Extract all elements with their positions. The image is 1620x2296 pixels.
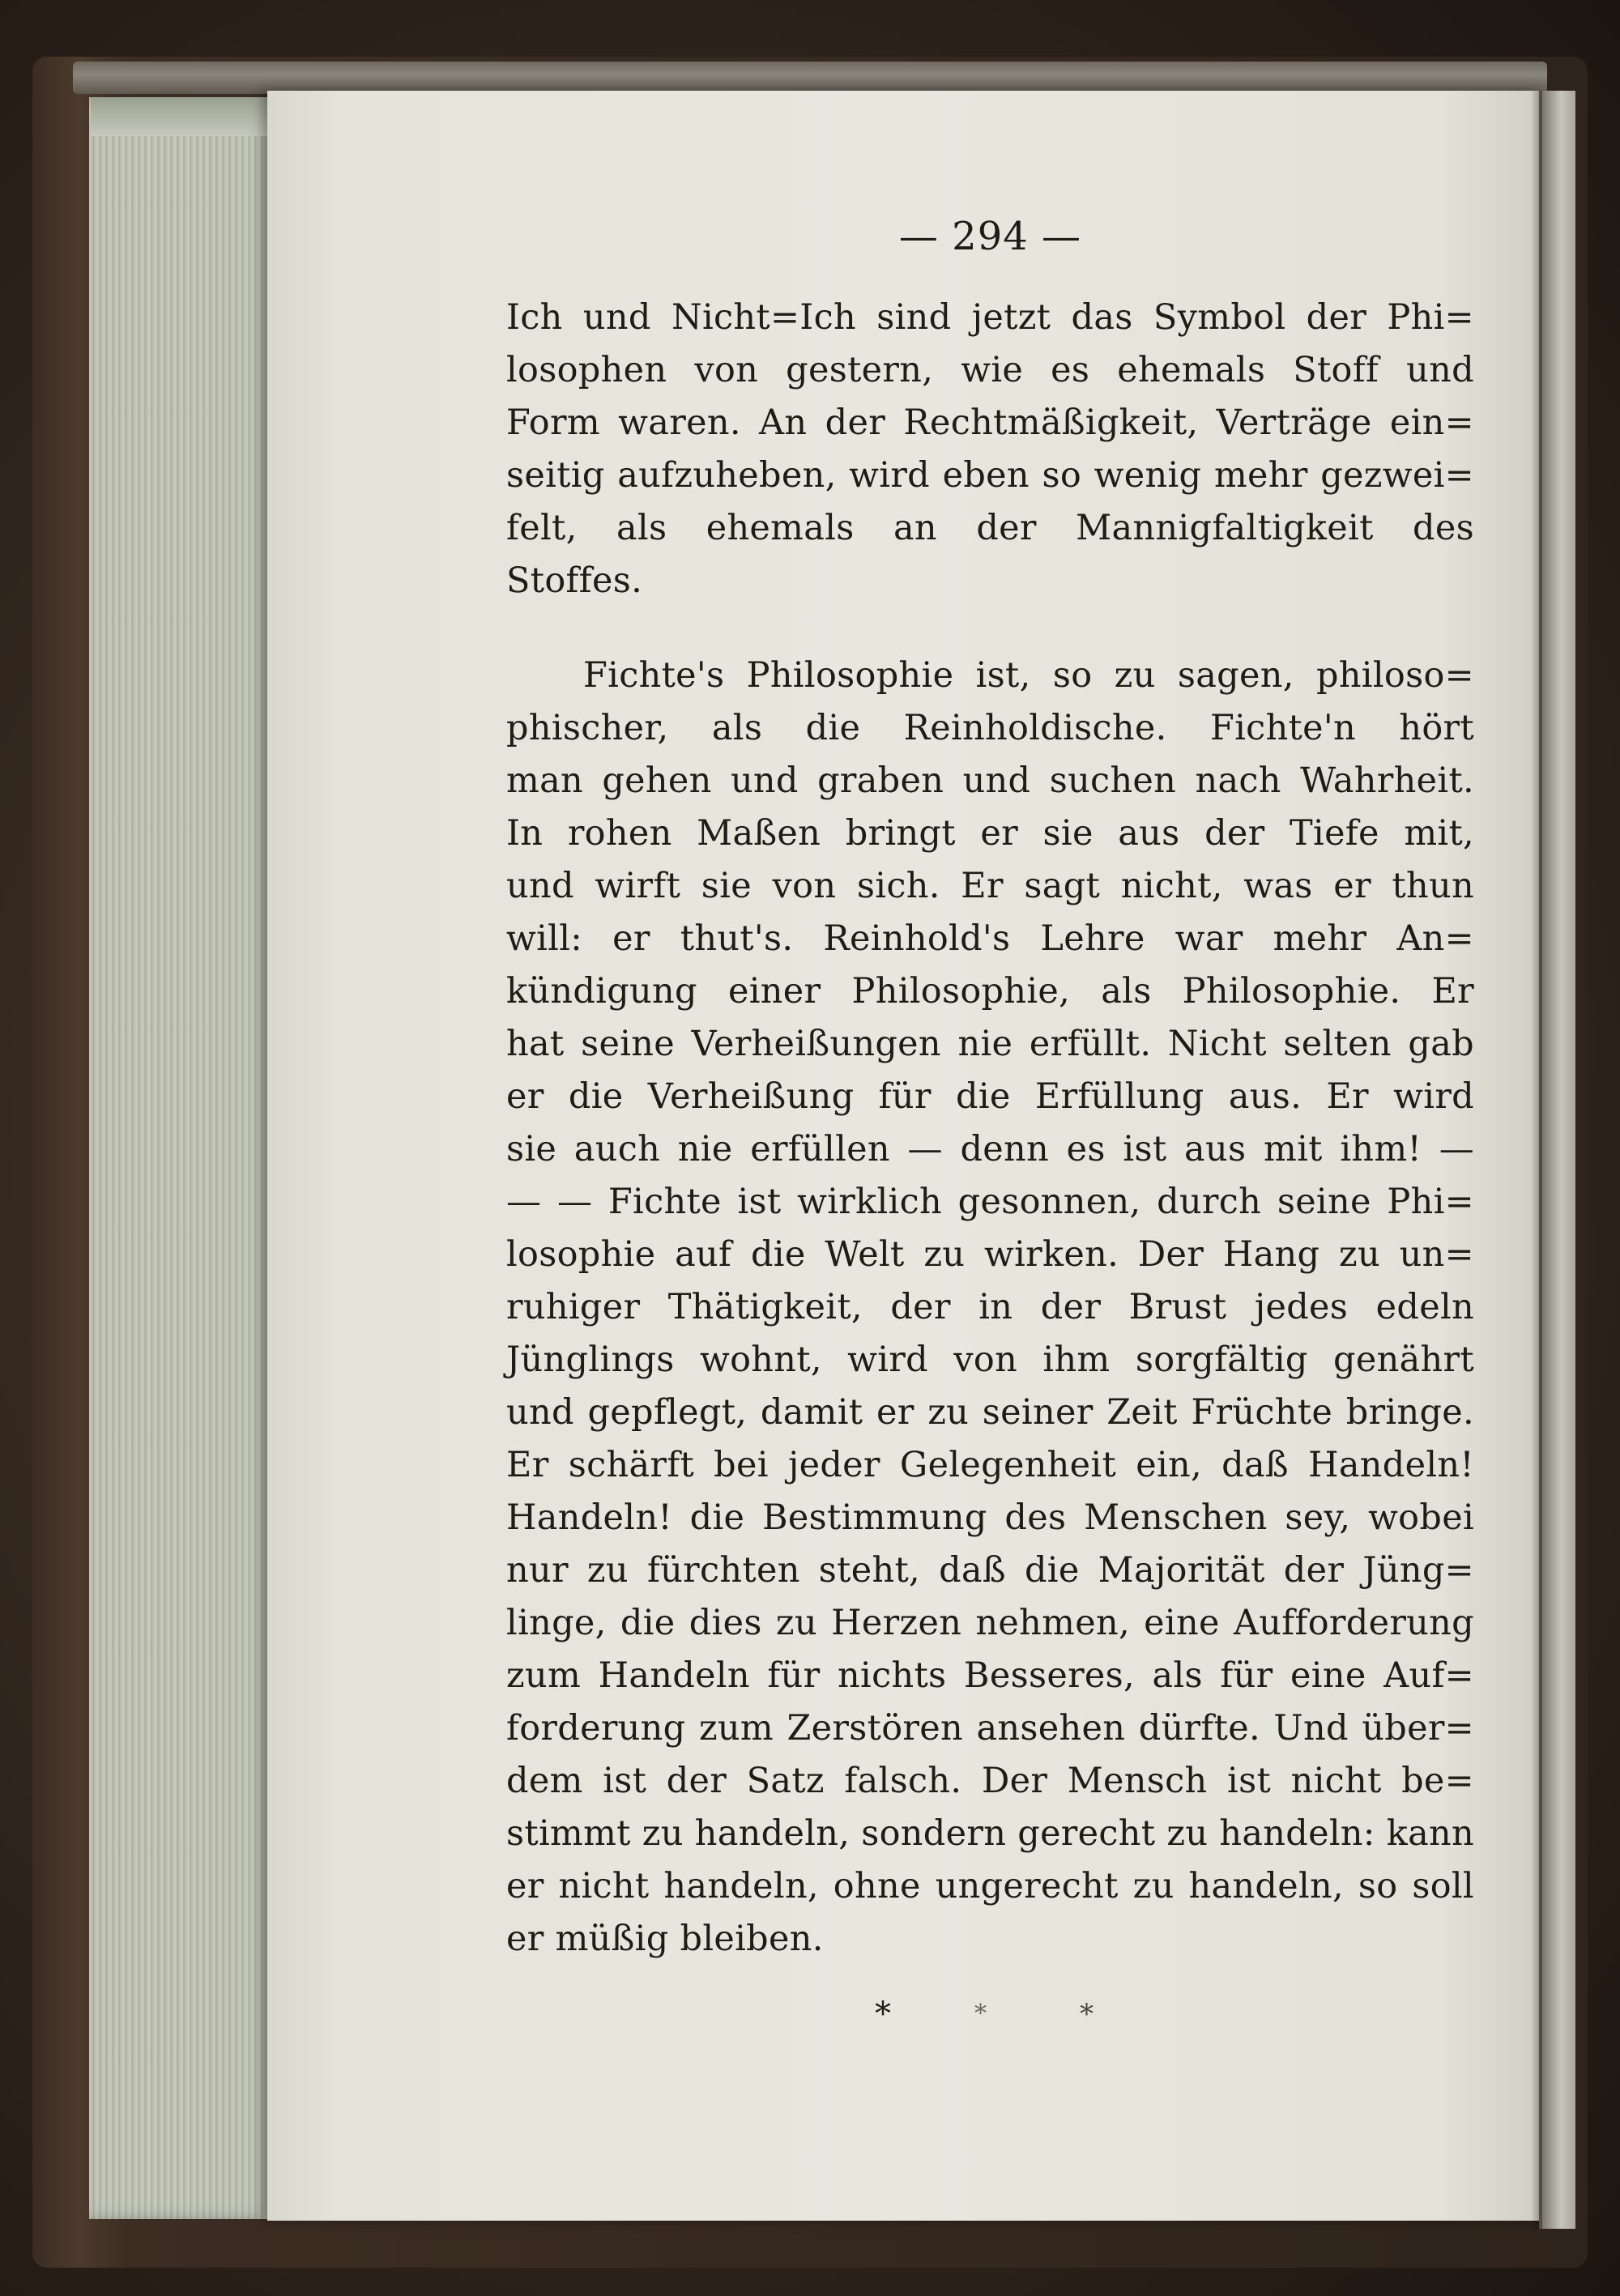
asterisk: * <box>974 2000 987 2028</box>
asterisk: * <box>1080 1998 1094 2030</box>
text-line: Form waren. An der Rechtmäßigkeit, Verträge ein= <box>506 403 1474 443</box>
paragraph-gap <box>506 607 1474 650</box>
gutter-shadow <box>1531 91 1542 2229</box>
text-line: zum Handeln für nichts Besseres, als für eine Auf= <box>506 1655 1474 1696</box>
text-line: Handeln! die Bestimmung des Menschen sey, wobei <box>506 1497 1474 1538</box>
book-top-edge <box>73 62 1547 94</box>
text-line: Jünglings wohnt, wird von ihm sorgfältig genährt <box>506 1340 1474 1380</box>
section-break-asterisms <box>506 1990 1474 2038</box>
text-line: er müßig bleiben. <box>506 1919 824 1959</box>
text-line: In rohen Maßen bringt er sie aus der Tiefe mit, <box>506 813 1474 854</box>
page-stack-top <box>91 97 282 136</box>
text-line: Fichte's Philosophie ist, so zu sagen, philoso= <box>583 655 1474 696</box>
text-line: forderung zum Zerstören ansehen dürfte. Und über= <box>506 1708 1474 1749</box>
text-line: felt, als ehemals an der Mannigfaltigkeit des <box>506 508 1474 548</box>
facing-page-edge <box>1539 91 1575 2229</box>
text-line: losophen von gestern, wie es ehemals Stoff und <box>506 350 1474 390</box>
text-line: Ich und Nicht=Ich sind jetzt das Symbol der Phi= <box>506 297 1474 338</box>
page-number: — 294 — <box>898 214 1082 259</box>
text-line: Er schärft bei jeder Gelegenheit ein, daß Handeln! <box>506 1445 1474 1485</box>
text-line: man gehen und graben und suchen nach Wahrheit. <box>506 760 1474 801</box>
text-line: kündigung einer Philosophie, als Philosophie. Er <box>506 971 1474 1012</box>
text-line: sie auch nie erfüllen — denn es ist aus mit ihm! — <box>506 1129 1474 1169</box>
text-line: er nicht handeln, ohne ungerecht zu handeln, so soll <box>506 1866 1474 1906</box>
text-line: Stoffes. <box>506 560 643 601</box>
text-line: hat seine Verheißungen nie erfüllt. Nicht selten gab <box>506 1024 1474 1064</box>
text-line: und wirft sie von sich. Er sagt nicht, was er thun <box>506 866 1474 906</box>
text-line: — — Fichte ist wirklich gesonnen, durch seine Phi= <box>506 1182 1474 1222</box>
text-line: er die Verheißung für die Erfüllung aus. Er wird <box>506 1076 1474 1117</box>
text-line: nur zu fürchten steht, daß die Majorität der Jüng= <box>506 1550 1474 1591</box>
text-line: losophie auf die Welt zu wirken. Der Hang zu un= <box>506 1234 1474 1275</box>
text-line: dem ist der Satz falsch. Der Mensch ist nicht be= <box>506 1761 1474 1801</box>
text-line: seitig aufzuheben, wird eben so wenig mehr gezwei= <box>506 455 1474 496</box>
text-line: linge, die dies zu Herzen nehmen, eine Aufforderung <box>506 1603 1474 1643</box>
page-stack-edges <box>89 97 275 2219</box>
asterisk: * <box>875 1996 891 2033</box>
text-line: phischer, als die Reinholdische. Fichte'n hört <box>506 708 1474 748</box>
text-line: und gepflegt, damit er zu seiner Zeit Früchte bringe. <box>506 1392 1474 1433</box>
text-line: will: er thut's. Reinhold's Lehre war mehr An= <box>506 918 1474 959</box>
text-line: stimmt zu handeln, sondern gerecht zu handeln: kann <box>506 1813 1474 1854</box>
text-line: ruhiger Thätigkeit, der in der Brust jedes edeln <box>506 1287 1474 1327</box>
body-text <box>506 292 1474 1966</box>
